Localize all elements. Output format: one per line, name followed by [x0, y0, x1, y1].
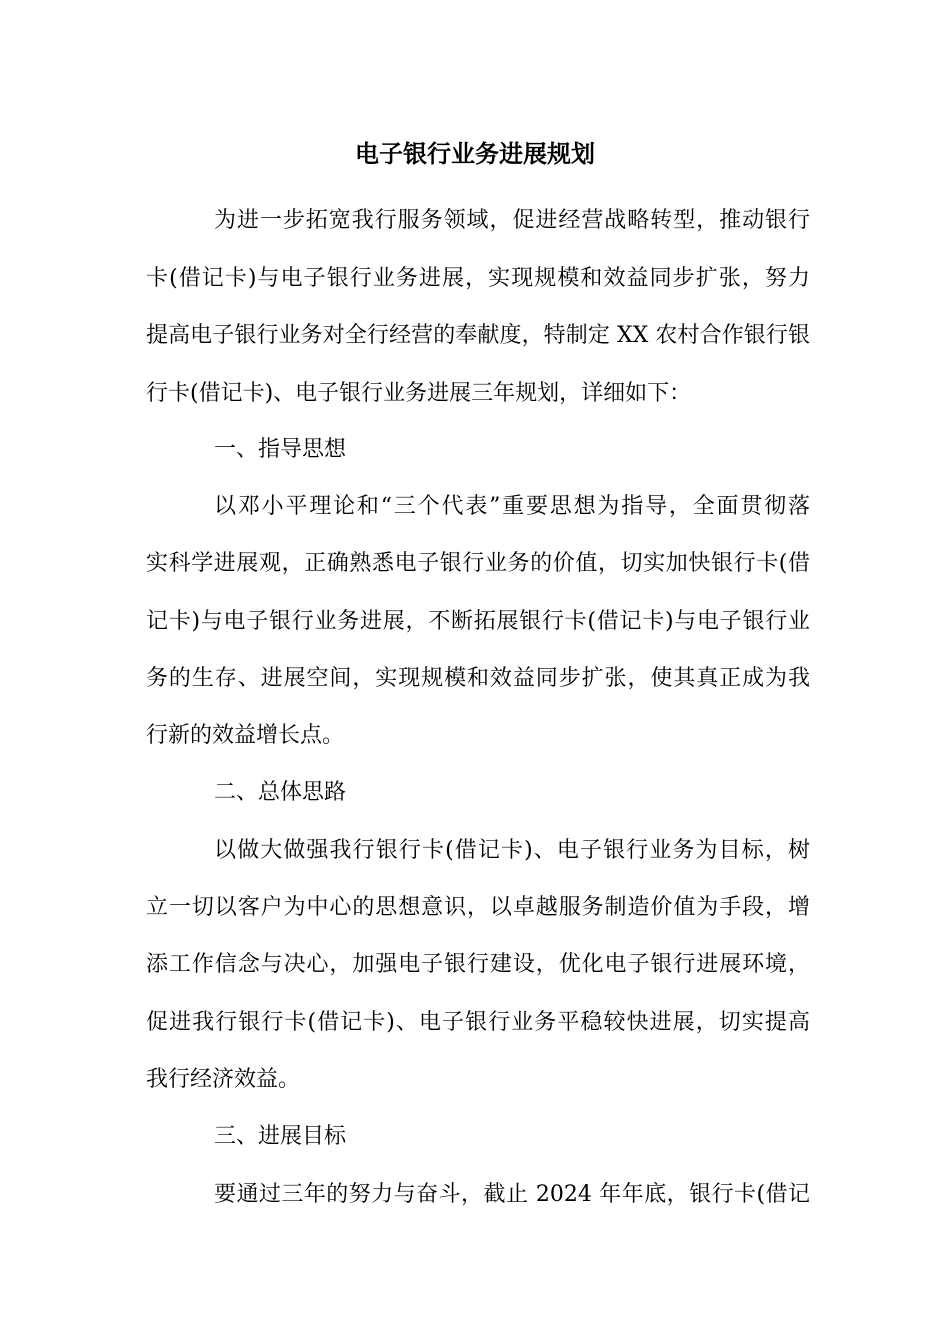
paragraph-3-line-5: 我行经济效益。 [146, 1067, 301, 1092]
paragraph-2-line-4: 务的生存、进展空间，实现规模和效益同步扩张，使其真正成为我 [146, 666, 810, 691]
section-heading-guiding-ideology: 一、指导思想 [214, 437, 347, 462]
paragraph-1-line-3: 提高电子银行业务对全行经营的奉献度，特制定 XX 农村合作银行银 [146, 323, 810, 348]
paragraph-1-line-2: 卡(借记卡)与电子银行业务进展，实现规模和效益同步扩张，努力 [146, 266, 810, 291]
paragraph-3-line-3: 添工作信念与决心，加强电子银行建设，优化电子银行进展环境， [146, 952, 810, 977]
paragraph-1-line-1: 为进一步拓宽我行服务领域，促进经营战略转型，推动银行 [214, 208, 810, 233]
paragraph-3-line-2: 立一切以客户为中心的思想意识，以卓越服务制造价值为手段，增 [146, 895, 810, 920]
paragraph-4-line-1: 要通过三年的努力与奋斗，截止 2024 年年底，银行卡(借记 [214, 1182, 810, 1207]
paragraph-2-line-5: 行新的效益增长点。 [146, 723, 345, 748]
section-heading-development-goals: 三、进展目标 [214, 1124, 347, 1149]
paragraph-2-line-2: 实科学进展观，正确熟悉电子银行业务的价值，切实加快银行卡(借 [146, 551, 810, 576]
document-title: 电子银行业务进展规划 [355, 139, 595, 168]
paragraph-2-line-1: 以邓小平理论和“三个代表”重要思想为指导，全面贯彻落 [214, 494, 810, 519]
paragraph-2-line-3: 记卡)与电子银行业务进展，不断拓展银行卡(借记卡)与电子银行业 [146, 609, 810, 634]
section-heading-overall-approach: 二、总体思路 [214, 780, 347, 805]
paragraph-3-line-4: 促进我行银行卡(借记卡)、电子银行业务平稳较快进展，切实提高 [146, 1010, 810, 1035]
paragraph-3-line-1: 以做大做强我行银行卡(借记卡)、电子银行业务为目标，树 [214, 838, 810, 863]
paragraph-1-line-4: 行卡(借记卡)、电子银行业务进展三年规划，详细如下： [146, 381, 692, 406]
